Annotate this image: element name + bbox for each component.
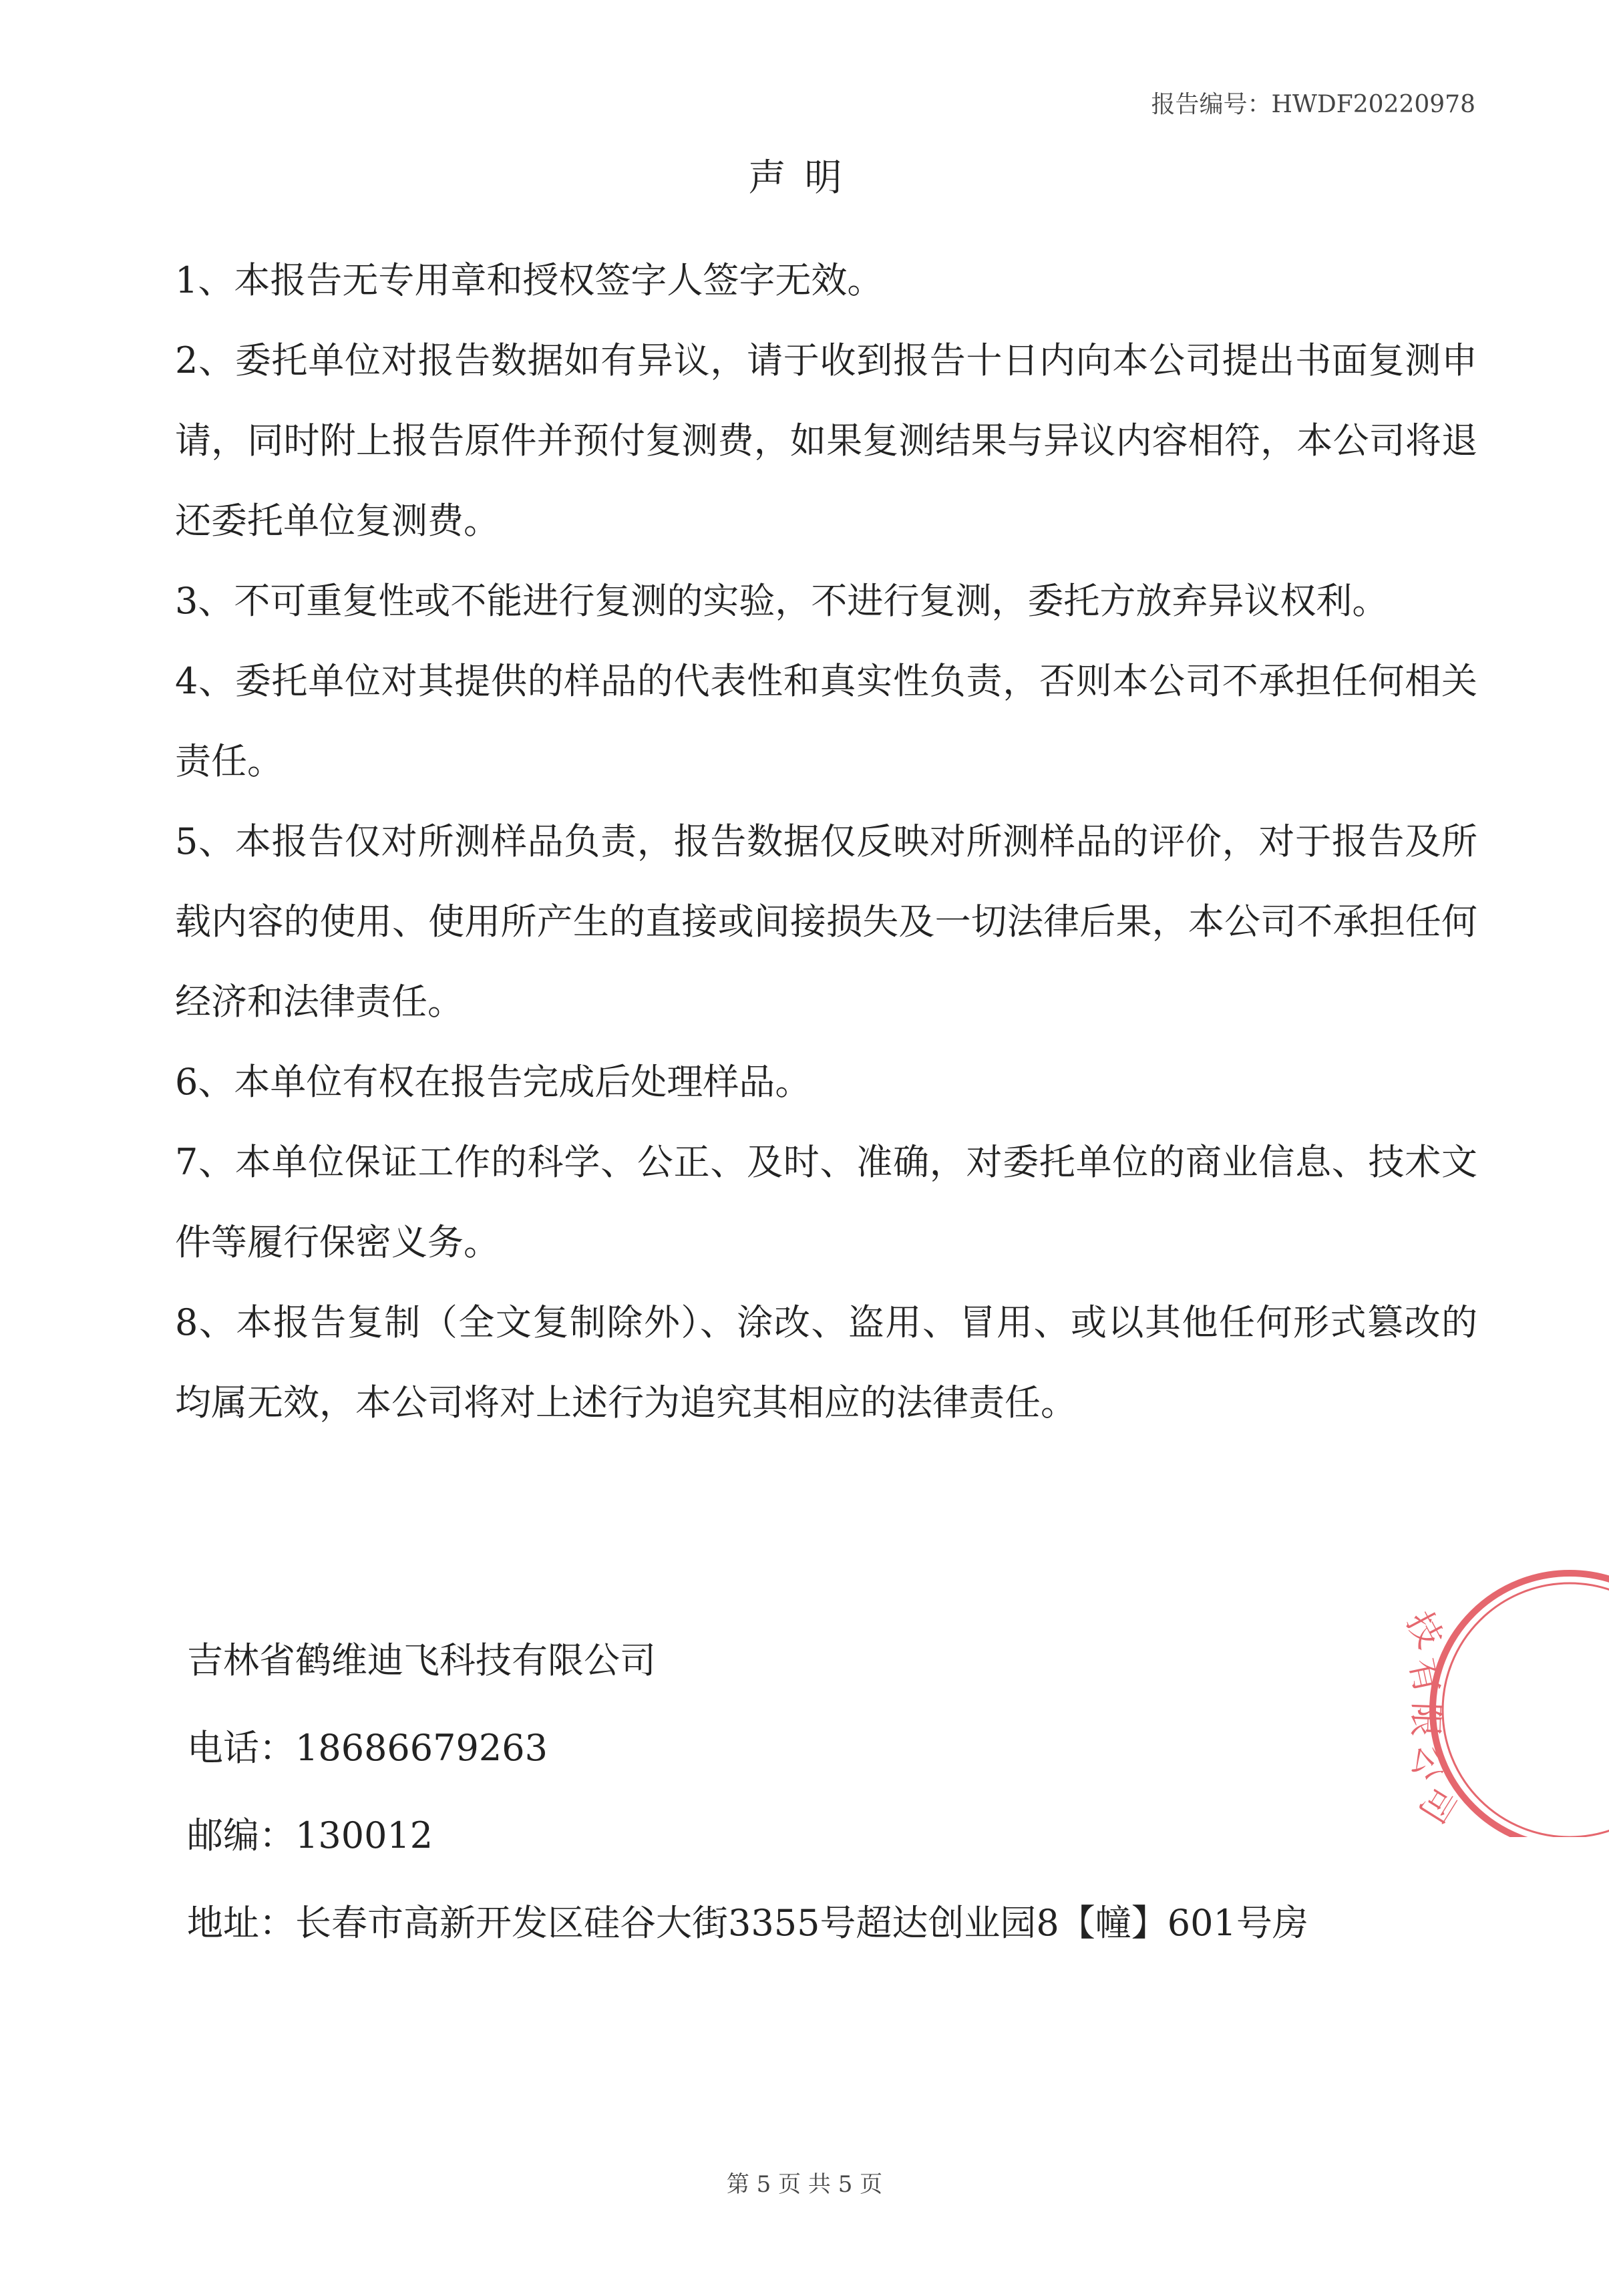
seal-char: 限 [1404,1701,1446,1738]
contact-block [187,1617,1456,1967]
page-number: 第 5 页 共 5 页 [726,2171,883,2198]
address: 地址：长春市高新开发区硅谷大街3355号超达创业园8【幢】601号房 [187,1902,1308,1944]
statement-item-8: 8、本报告复制（全文复制除外）、涂改、盗用、冒用、或以其他任何形式篡改的均属无效，本公司将对上述行为追究其相应的法律责任。 [175,1301,1477,1424]
company-name: 吉林省鹤维迪飞科技有限公司 [187,1639,656,1681]
company-seal-stamp [1369,1556,1609,1837]
statement-item-7: 7、本单位保证工作的科学、公正、及时、准确，对委托单位的商业信息、技术文件等履行保密义务。 [175,1141,1477,1263]
statement-item-2: 2、委托单位对报告数据如有异议，请于收到报告十日内向本公司提出书面复测申请，同时附上报告原件并预付复测费，如果复测结果与异议内容相符，本公司将退还委托单位复测费。 [175,339,1477,542]
seal-char: 公 [1404,1740,1453,1786]
postcode: 邮编：130012 [187,1814,433,1856]
seal-char: 司 [1411,1778,1463,1830]
statement-item-6: 6、本单位有权在报告完成后处理样品。 [175,1061,812,1103]
report-number: 报告编号：HWDF20220978 [1151,91,1475,118]
page-title: 声明 [748,156,861,200]
statement-item-3: 3、不可重复性或不能进行复测的实验，不进行复测，委托方放弃异议权利。 [175,580,1389,622]
statement-list [175,240,1477,1443]
statement-item-1: 1、本报告无专用章和授权签字人签字无效。 [175,259,884,301]
phone-number: 电话：18686679263 [187,1727,548,1769]
seal-char: 有 [1401,1654,1448,1697]
seal-char: 技 [1398,1605,1450,1655]
statement-item-4: 4、委托单位对其提供的样品的代表性和真实性负责，否则本公司不承担任何相关责任。 [175,660,1477,782]
statement-item-5: 5、本报告仅对所测样品负责，报告数据仅反映对所测样品的评价，对于报告及所载内容的使用、使用所产生的直接或间接损失及一切法律后果，本公司不承担任何经济和法律责任。 [175,820,1477,1023]
